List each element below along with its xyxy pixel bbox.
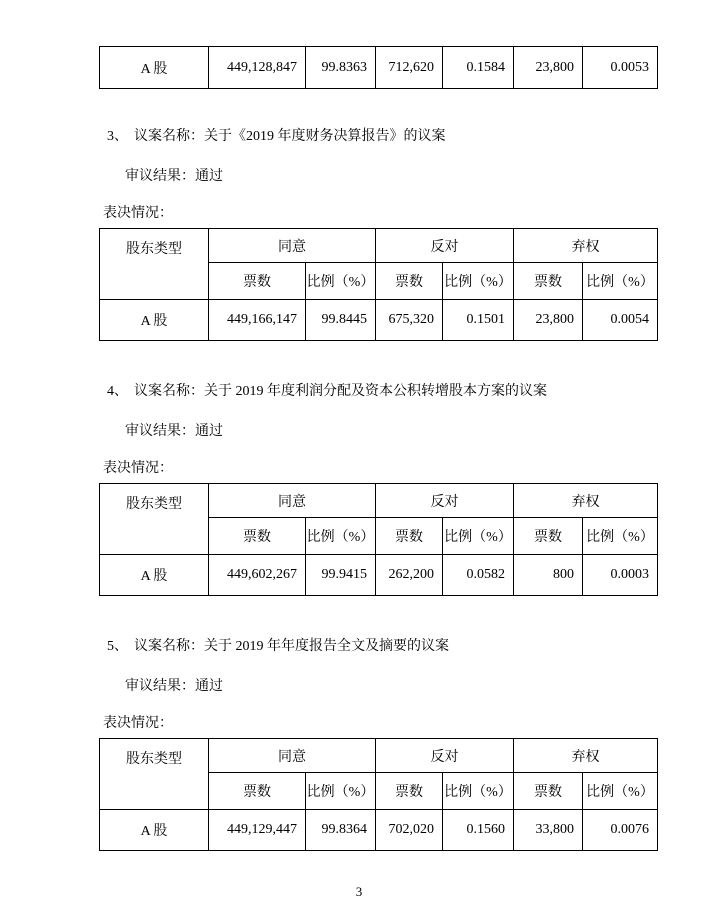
abstain-pct-cell: 0.0003 <box>583 555 658 596</box>
voting-status-label: 表决情况： <box>103 206 173 221</box>
ratio-header: 比例（%） <box>306 263 376 300</box>
proposal-title: 关于《2019 年度财务决算报告》的议案 <box>204 129 446 144</box>
proposal-name-label: 议案名称： <box>134 384 204 399</box>
voting-table-4 <box>99 483 658 596</box>
abstain-group-header: 弃权 <box>514 229 658 263</box>
abstain-votes-cell: 800 <box>514 555 583 596</box>
abstain-group-header: 弃权 <box>514 484 658 518</box>
ratio-header: 比例（%） <box>306 773 376 810</box>
ratio-header: 比例（%） <box>443 518 514 555</box>
agree-pct-cell: 99.9415 <box>306 555 376 596</box>
abstain-pct-cell: 0.0054 <box>583 300 658 341</box>
table-header-row-groups <box>100 229 658 263</box>
abstain-votes-cell: 23,800 <box>514 300 583 341</box>
agree-votes-cell: 449,129,447 <box>209 810 306 851</box>
abstain-votes-cell: 33,800 <box>514 810 583 851</box>
ratio-header: 比例（%） <box>443 263 514 300</box>
agree-pct-cell: 99.8364 <box>306 810 376 851</box>
table-row <box>100 47 658 89</box>
proposal-title: 关于 2019 年度利润分配及资本公积转增股本方案的议案 <box>204 384 547 399</box>
agree-group-header: 同意 <box>209 229 376 263</box>
table-row <box>100 300 658 341</box>
against-pct-cell: 0.1501 <box>443 300 514 341</box>
agree-votes-cell: 449,602,267 <box>209 555 306 596</box>
shareholder-type-header: 股东类型 <box>100 739 209 810</box>
ratio-header: 比例（%） <box>583 518 658 555</box>
shareholder-type-header: 股东类型 <box>100 229 209 300</box>
votes-header: 票数 <box>376 773 443 810</box>
against-group-header: 反对 <box>376 739 514 773</box>
page-number: 3 <box>355 884 363 899</box>
shareholder-type-header: 股东类型 <box>100 484 209 555</box>
proposal-title: 关于 2019 年年度报告全文及摘要的议案 <box>204 639 449 654</box>
against-pct-cell: 0.1560 <box>443 810 514 851</box>
agree-votes-cell: 449,166,147 <box>209 300 306 341</box>
table-row <box>100 555 658 596</box>
abstain-pct-cell: 0.0076 <box>583 810 658 851</box>
shareholder-type-cell: A 股 <box>100 555 209 596</box>
table-header-row-groups <box>100 484 658 518</box>
abstain-votes-cell: 23,800 <box>514 47 583 89</box>
partial-voting-table <box>99 46 658 89</box>
proposal-heading-3 <box>99 129 661 145</box>
ratio-header: 比例（%） <box>443 773 514 810</box>
review-result-value: 通过 <box>195 679 223 694</box>
ratio-header: 比例（%） <box>583 773 658 810</box>
voting-status-label: 表决情况： <box>103 461 173 476</box>
proposal-number: 3、 <box>107 129 128 144</box>
against-votes-cell: 675,320 <box>376 300 443 341</box>
voting-table-5 <box>99 738 658 851</box>
against-pct-cell: 0.0582 <box>443 555 514 596</box>
votes-header: 票数 <box>209 263 306 300</box>
votes-header: 票数 <box>376 263 443 300</box>
review-result-value: 通过 <box>195 424 223 439</box>
proposal-heading-5 <box>99 639 661 655</box>
votes-header: 票数 <box>514 263 583 300</box>
against-votes-cell: 262,200 <box>376 555 443 596</box>
against-group-header: 反对 <box>376 484 514 518</box>
review-result-label: 审议结果： <box>125 679 195 694</box>
proposal-heading-4 <box>99 384 661 400</box>
review-result-label: 审议结果： <box>125 424 195 439</box>
against-votes-cell: 702,020 <box>376 810 443 851</box>
agree-group-header: 同意 <box>209 739 376 773</box>
review-result-line <box>99 424 661 440</box>
against-votes-cell: 712,620 <box>376 47 443 89</box>
table-row <box>100 810 658 851</box>
proposal-number: 5、 <box>107 639 128 654</box>
against-group-header: 反对 <box>376 229 514 263</box>
agree-votes-cell: 449,128,847 <box>209 47 306 89</box>
shareholder-type-cell: A 股 <box>100 47 209 89</box>
votes-header: 票数 <box>376 518 443 555</box>
against-pct-cell: 0.1584 <box>443 47 514 89</box>
proposal-name-label: 议案名称： <box>134 639 204 654</box>
votes-header: 票数 <box>514 518 583 555</box>
proposal-name-label: 议案名称： <box>134 129 204 144</box>
review-result-line <box>99 679 661 695</box>
voting-table-3 <box>99 228 658 341</box>
ratio-header: 比例（%） <box>306 518 376 555</box>
abstain-pct-cell: 0.0053 <box>583 47 658 89</box>
ratio-header: 比例（%） <box>583 263 658 300</box>
shareholder-type-cell: A 股 <box>100 300 209 341</box>
votes-header: 票数 <box>209 773 306 810</box>
review-result-value: 通过 <box>195 169 223 184</box>
page-content <box>99 0 661 851</box>
votes-header: 票数 <box>209 518 306 555</box>
review-result-line <box>99 169 661 185</box>
proposal-number: 4、 <box>107 384 128 399</box>
votes-header: 票数 <box>514 773 583 810</box>
abstain-group-header: 弃权 <box>514 739 658 773</box>
agree-pct-cell: 99.8445 <box>306 300 376 341</box>
shareholder-type-cell: A 股 <box>100 810 209 851</box>
table-header-row-groups <box>100 739 658 773</box>
review-result-label: 审议结果： <box>125 169 195 184</box>
agree-pct-cell: 99.8363 <box>306 47 376 89</box>
agree-group-header: 同意 <box>209 484 376 518</box>
voting-status-label: 表决情况： <box>103 716 173 731</box>
